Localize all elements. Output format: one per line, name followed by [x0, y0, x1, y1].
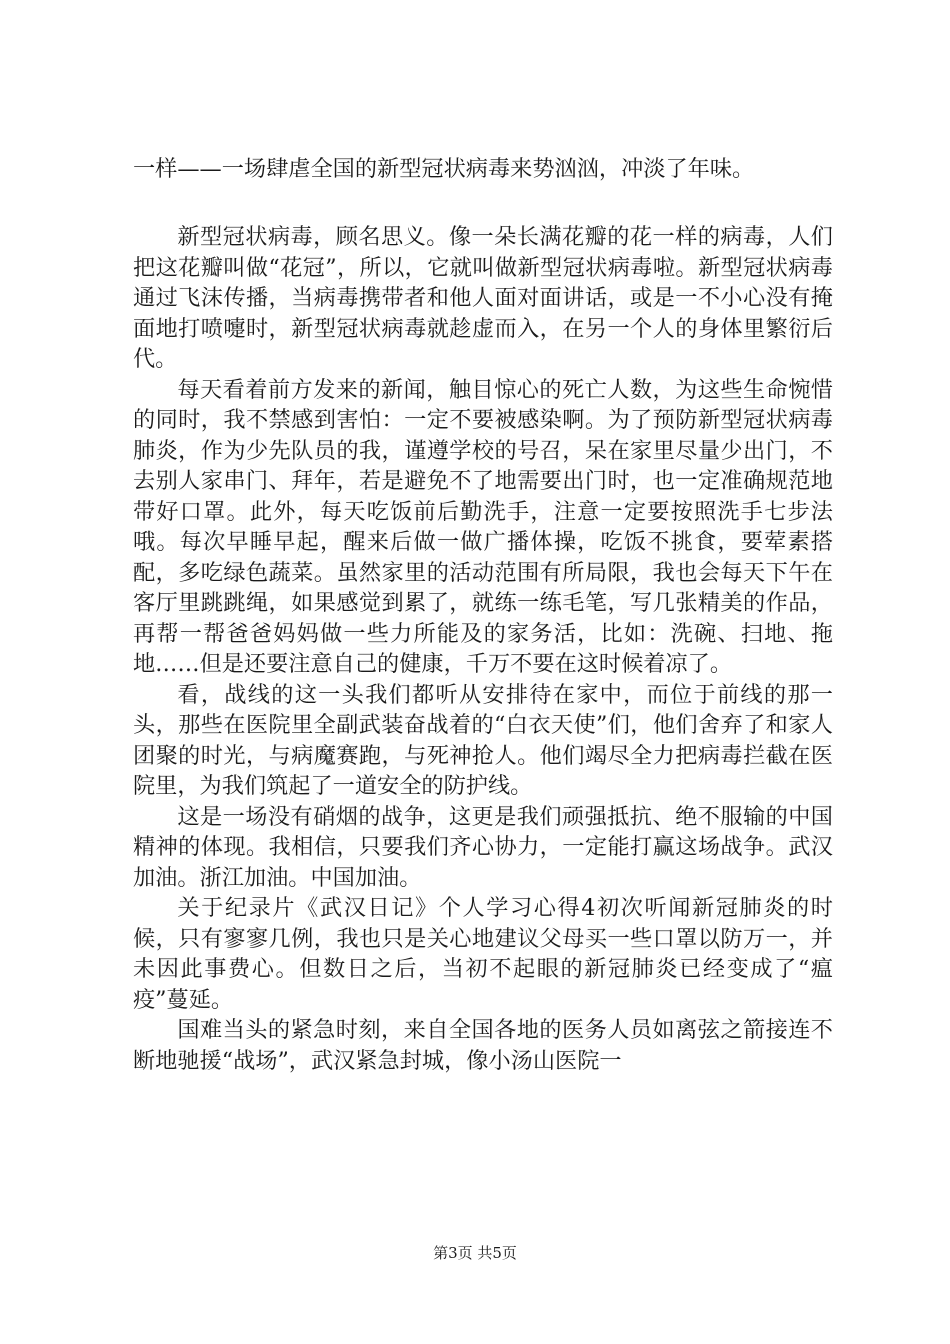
page-footer: 第3页 共5页 [433, 1244, 517, 1262]
paragraph-4: 这是一场没有硝烟的战争，这更是我们顽强抵抗、绝不服输的中国精神的体现。我相信，只要我们齐心协力，一定能打赢这场战争。武汉加油。浙江加油。中国加油。 [133, 803, 833, 891]
paragraph-6: 国难当头的紧急时刻，来自全国各地的医务人员如离弦之箭接连不断地驰援“战场”，武汉紧急封城，像小汤山医院一 [133, 1017, 833, 1074]
paragraph-5: 关于纪录片《武汉日记》个人学习心得4初次听闻新冠肺炎的时候，只有寥寥几例，我也只是关心地建议父母买一些口罩以防万一，并未因此事费心。但数日之后，当初不起眼的新冠肺炎已经变成了“瘟疫”蔓延。 [133, 895, 833, 1013]
document-body [133, 150, 833, 1076]
opening-line: 一样——一场肆虐全国的新型冠状病毒来势汹汹，冲淡了年味。 [133, 156, 755, 182]
paragraph-1: 新型冠状病毒，顾名思义。像一朵长满花瓣的花一样的病毒，人们把这花瓣叫做“花冠”，所以，它就叫做新型冠状病毒啦。新型冠状病毒通过飞沫传播，当病毒携带者和他人面对面讲话，或是一不小心没有掩面地打喷嚏时，新型冠状病毒就趁虚而入，在另一个人的身体里繁衍后代。 [133, 224, 833, 372]
paragraph-3: 看，战线的这一头我们都听从安排待在家中，而位于前线的那一头，那些在医院里全副武装奋战着的“白衣天使”们，他们舍弃了和家人团聚的时光，与病魔赛跑，与死神抢人。他们竭尽全力把病毒拦截在医院里，为我们筑起了一道安全的防护线。 [133, 681, 833, 799]
paragraph-2: 每天看着前方发来的新闻，触目惊心的死亡人数，为这些生命惋惜的同时，我不禁感到害怕：一定不要被感染啊。为了预防新型冠状病毒肺炎，作为少先队员的我，谨遵学校的号召，呆在家里尽量少出门，不去别人家串门、拜年，若是避免不了地需要出门时，也一定准确规范地带好口罩。此外，每天吃饭前后勤洗手，注意一定要按照洗手七步法哦。每次早睡早起，醒来后做一做广播体操，吃饭不挑食，要荤素搭配，多吃绿色蔬菜。虽然家里的活动范围有所局限，我也会每天下午在客厅里跳跳绳，如果感觉到累了，就练一练毛笔，写几张精美的作品，再帮一帮爸爸妈妈做一些力所能及的家务活，比如：洗碗、扫地、拖地……但是还要注意自己的健康，千万不要在这时候着凉了。 [133, 376, 833, 677]
